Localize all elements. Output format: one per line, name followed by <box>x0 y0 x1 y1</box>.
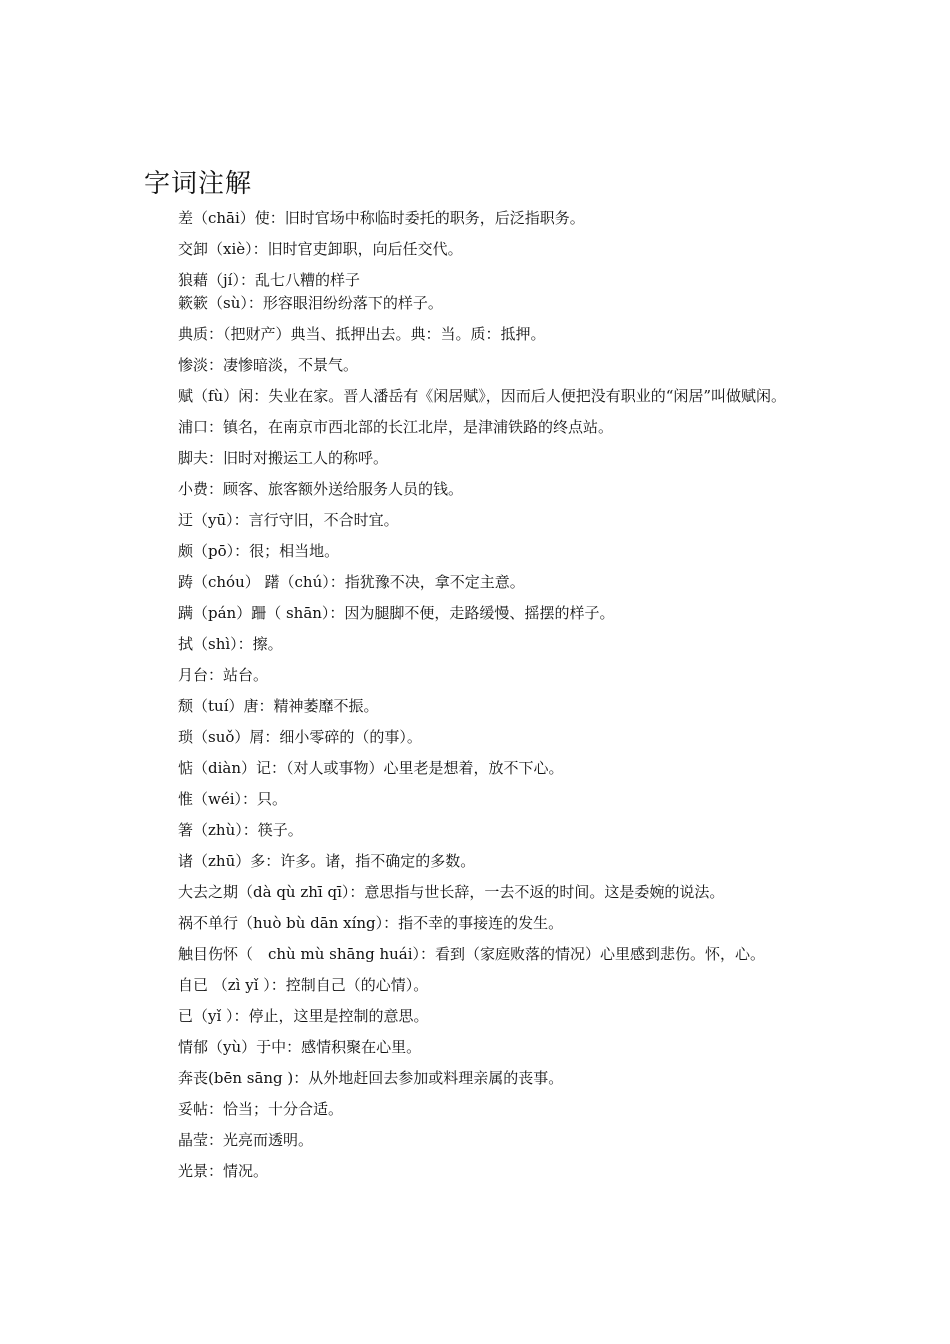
glossary-entry: 簌簌（sù）：形容眼泪纷纷落下的样子。 <box>178 294 443 312</box>
glossary-entry: 颇（pō）：很；相当地。 <box>178 542 340 560</box>
glossary-entry: 蹒（pán）跚（ shān）：因为腿脚不便，走路缓慢、摇摆的样子。 <box>178 604 615 622</box>
glossary-entry: 踌（chóu） 躇（chú）：指犹豫不决，拿不定主意。 <box>178 573 525 591</box>
glossary-entry: 脚夫：旧时对搬运工人的称呼。 <box>178 449 389 467</box>
glossary-entry: 小费：顾客、旅客额外送给服务人员的钱。 <box>178 480 464 498</box>
glossary-entry: 狼藉（jí）：乱七八糟的样子 <box>178 271 360 289</box>
glossary-entry: 奔丧(bēn sāng )：从外地赶回去参加或料理亲属的丧事。 <box>178 1069 564 1087</box>
glossary-entry: 惨淡：凄惨暗淡，不景气。 <box>178 356 359 374</box>
glossary-entry: 惟（wéi）：只。 <box>178 790 288 808</box>
glossary-entry: 拭（shì）：擦。 <box>178 635 283 653</box>
glossary-entry: 迂（yū）：言行守旧，不合时宜。 <box>178 511 399 529</box>
glossary-entry: 月台：站台。 <box>178 666 269 684</box>
glossary-entry: 琐（suǒ）屑：细小零碎的（的事）。 <box>178 728 422 746</box>
glossary-entry: 情郁（yù）于中：感情积聚在心里。 <box>178 1038 422 1056</box>
glossary-entry: 晶莹：光亮而透明。 <box>178 1131 314 1149</box>
document-title: 字词注解 <box>144 169 253 199</box>
glossary-entry: 典质：（把财产）典当、抵押出去。典：当。质：抵押。 <box>178 325 546 343</box>
glossary-entry: 已（yǐ ）：停止，这里是控制的意思。 <box>178 1007 429 1025</box>
glossary-list <box>144 208 810 1192</box>
glossary-entry: 诸（zhū）多：许多。诸，指不确定的多数。 <box>178 852 476 870</box>
glossary-entry: 浦口：镇名，在南京市西北部的长江北岸，是津浦铁路的终点站。 <box>178 418 614 436</box>
glossary-entry: 触目伤怀（ chù mù shāng huái）：看到（家庭败落的情况）心里感到悲伤。怀，心。 <box>178 945 766 963</box>
glossary-entry: 赋（fù）闲：失业在家。晋人潘岳有《闲居赋》，因而后人便把没有职业的“闲居”叫做赋闲。 <box>178 387 787 405</box>
glossary-entry: 大去之期（dà qù zhī qī）：意思指与世长辞，一去不返的时间。这是委婉的说法。 <box>178 883 725 901</box>
glossary-entry: 祸不单行（huò bù dān xíng）：指不幸的事接连的发生。 <box>178 914 564 932</box>
glossary-entry: 交卸（xiè）：旧时官吏卸职，向后任交代。 <box>178 240 463 258</box>
glossary-entry: 差（chāi）使：旧时官场中称临时委托的职务，后泛指职务。 <box>178 209 585 227</box>
glossary-entry: 自已 （zì yǐ ）：控制自己（的心情）。 <box>178 976 429 994</box>
glossary-entry: 妥帖：恰当；十分合适。 <box>178 1100 344 1118</box>
glossary-entry: 箸（zhù）：筷子。 <box>178 821 303 839</box>
glossary-entry: 颓（tuí）唐：精神萎靡不振。 <box>178 697 379 715</box>
glossary-entry: 光景：情况。 <box>178 1162 269 1180</box>
glossary-entry: 惦（diàn）记：（对人或事物）心里老是想着，放不下心。 <box>178 759 564 777</box>
